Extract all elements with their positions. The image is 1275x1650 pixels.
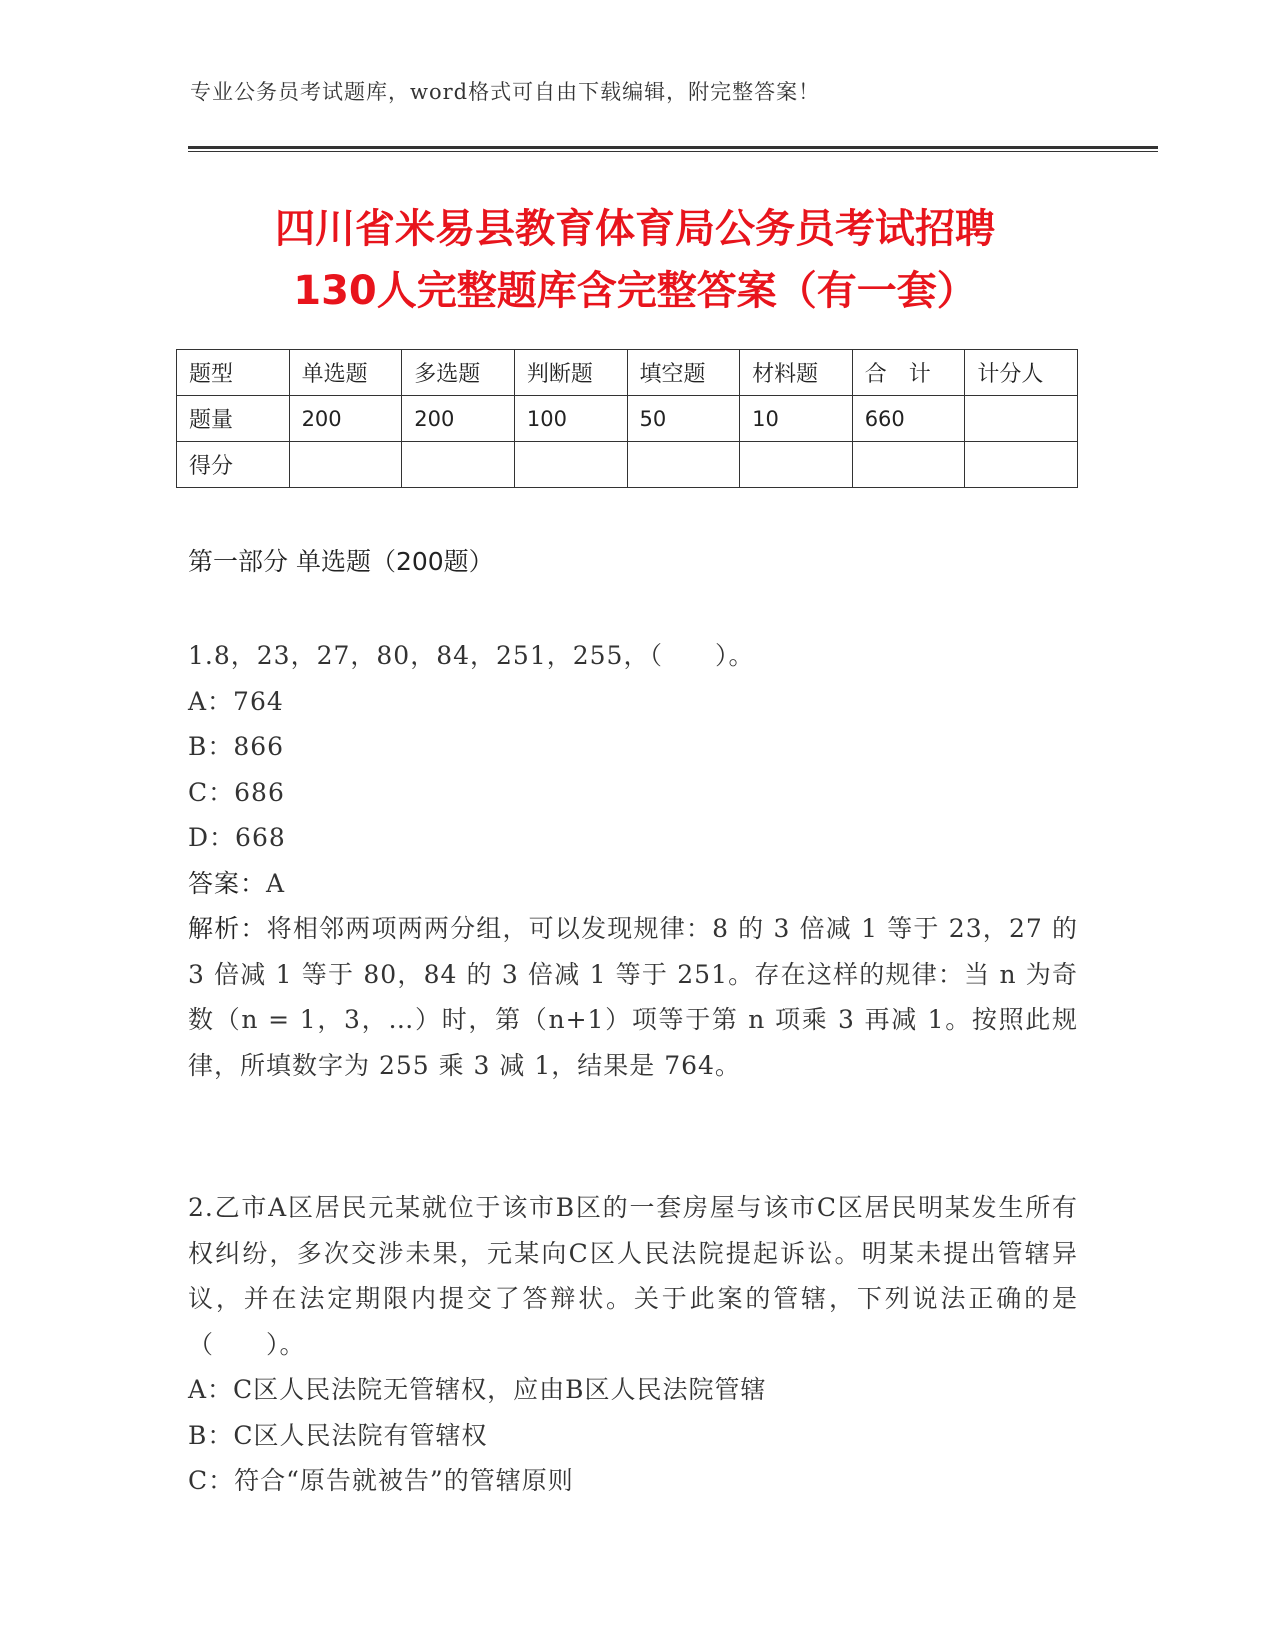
header-rule-thin — [188, 151, 1158, 152]
analysis-paragraph — [188, 906, 1078, 1088]
document-title — [150, 198, 1120, 322]
answer-value: A — [266, 868, 286, 898]
score-cell — [965, 442, 1078, 488]
score-table-header-row — [177, 350, 1078, 396]
option-a: A：C区人民法院无管辖权，应由B区人民法院管辖 — [188, 1375, 767, 1404]
score-cell — [514, 442, 627, 488]
question-stem: 2.乙市A区居民元某就位于该市B区的一套房屋与该市C区居民明某发生所有权纠纷，多次交涉未果，元某向C区人民法院提起诉讼。明某未提出管辖异议，并在法定期限内提交了答辩状。关于此案的管辖，下列说法正确的是（ ）。 — [188, 1193, 1078, 1359]
count-cell — [965, 396, 1078, 442]
header-cell: 单选题 — [289, 350, 402, 396]
answer-label: 答案： — [188, 868, 267, 898]
header-cell: 合 计 — [852, 350, 965, 396]
score-cell — [740, 442, 853, 488]
option-b: B：866 — [188, 732, 285, 761]
count-cell: 10 — [740, 396, 853, 442]
answer-line — [188, 861, 1078, 907]
analysis-text: 将相邻两项两两分组，可以发现规律：8 的 3 倍减 1 等于 23，27 的 3 倍减 1 等于 80，84 的 3 倍减 1 等于 251。存在这样的规律：当 n 为奇数（n = 1，3，…）时，第（n+1）项等于第 n 项乘 3 再减 1。按照此规律，所填数字为 255 乘 3 减 1，结果是 764。 — [188, 914, 1078, 1080]
header-cell: 填空题 — [627, 350, 740, 396]
score-cell — [289, 442, 402, 488]
score-table-row-count — [177, 396, 1078, 442]
row-label: 得分 — [177, 442, 290, 488]
question-stem: 1.8，23，27，80，84，251，255，（ ）。 — [188, 641, 755, 670]
option-d: D：668 — [188, 823, 286, 852]
count-cell: 200 — [402, 396, 515, 442]
analysis-label: 解析： — [188, 914, 267, 943]
option-c: C：符合“原告就被告”的管辖原则 — [188, 1466, 574, 1495]
header-note: 专业公务员考试题库，word格式可自由下载编辑，附完整答案！ — [190, 80, 821, 104]
option-c: C：686 — [188, 777, 285, 807]
header-cell: 计分人 — [965, 350, 1078, 396]
score-cell — [627, 442, 740, 488]
score-table — [176, 349, 1078, 488]
row-label: 题量 — [177, 396, 290, 442]
header-cell: 题型 — [177, 350, 290, 396]
header-cell: 材料题 — [740, 350, 853, 396]
option-a: A：764 — [188, 686, 284, 716]
count-cell: 50 — [627, 396, 740, 442]
count-cell: 100 — [514, 396, 627, 442]
header-rule-thick — [188, 146, 1158, 149]
score-table-row-score — [177, 442, 1078, 488]
question-2 — [188, 1185, 1078, 1504]
section-title: 第一部分 单选题（200题） — [188, 547, 494, 576]
score-cell — [852, 442, 965, 488]
title-line-2: 130人完整题库含完整答案（有一套） — [293, 268, 977, 314]
option-b: B：C区人民法院有管辖权 — [188, 1420, 488, 1450]
count-cell: 660 — [852, 396, 965, 442]
header-cell: 判断题 — [514, 350, 627, 396]
count-cell: 200 — [289, 396, 402, 442]
score-cell — [402, 442, 515, 488]
question-1 — [188, 633, 1078, 1088]
header-cell: 多选题 — [402, 350, 515, 396]
title-line-1: 四川省米易县教育体育局公务员考试招聘 — [275, 206, 995, 252]
